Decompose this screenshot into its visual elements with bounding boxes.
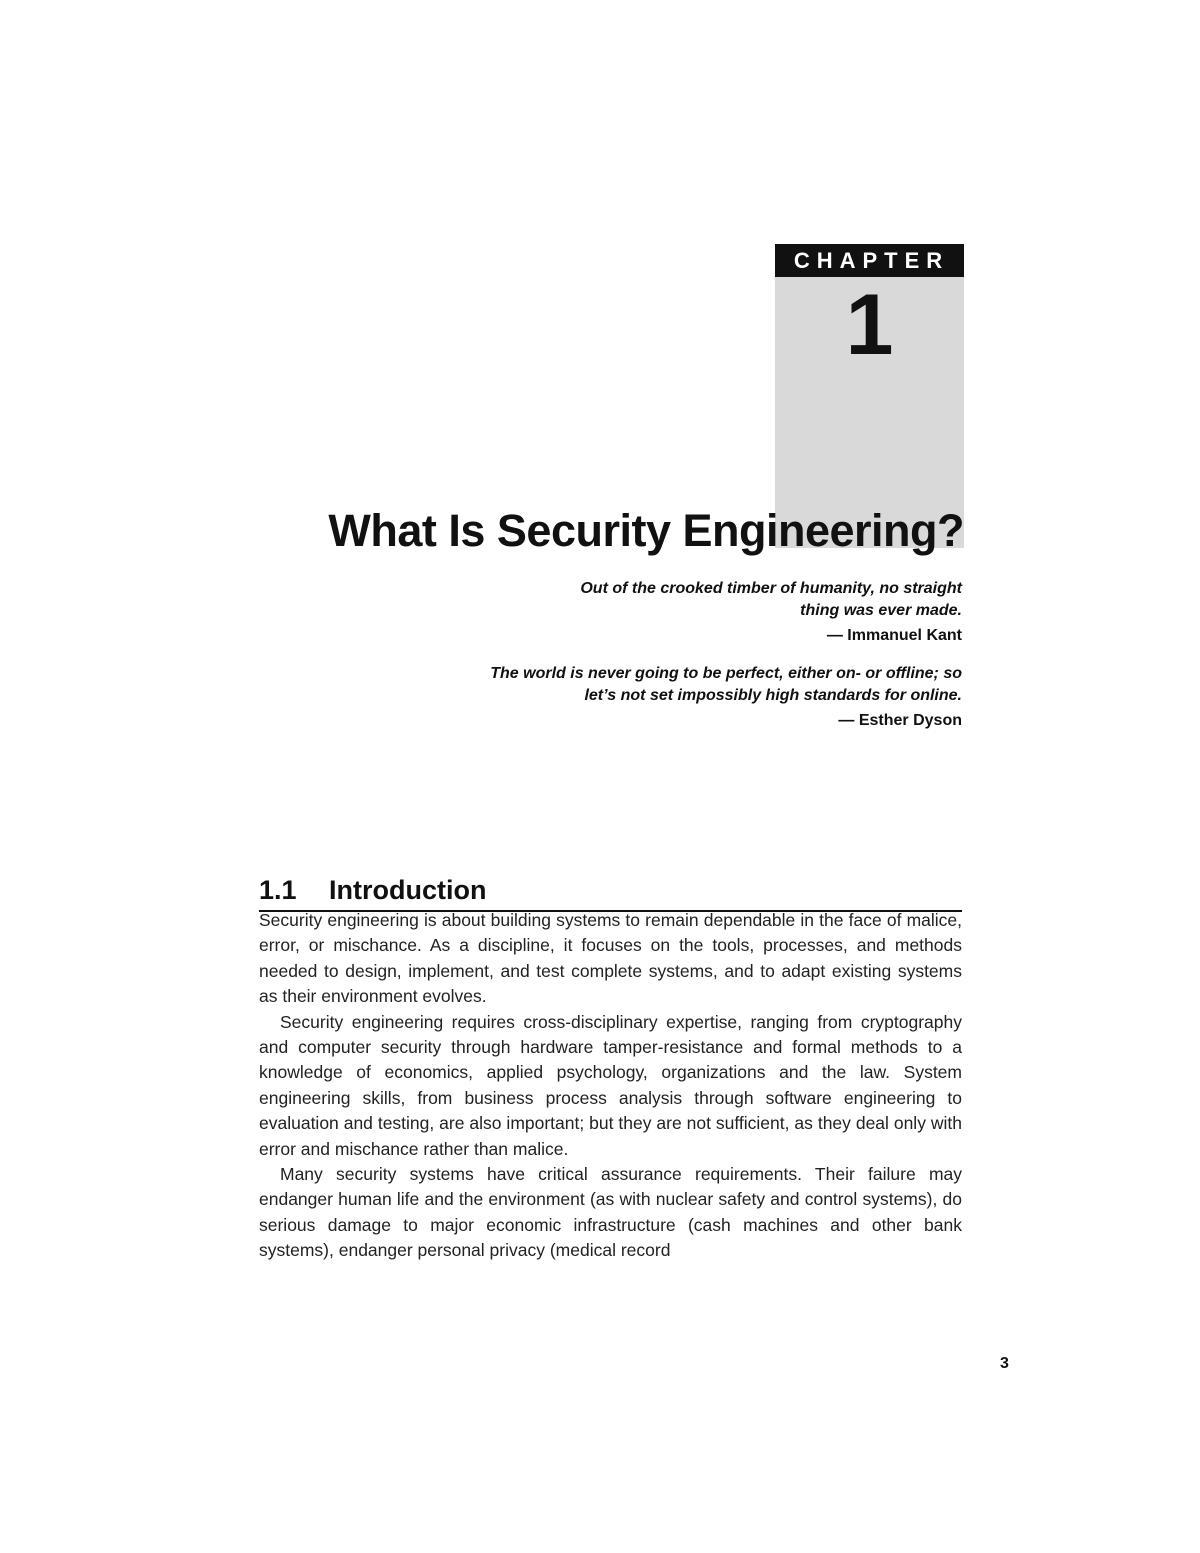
section-title: Introduction [329, 875, 487, 906]
chapter-label: CHAPTER [775, 244, 964, 277]
epigraph-quote-line: thing was ever made. [800, 602, 962, 619]
paragraph: Many security systems have critical assurance requirements. Their failure may endanger human life and the environment (as with nuclear safety and control systems), do serious damage to major economic infrastructure (cash machines and other bank systems), endanger personal privacy (medical record [259, 1164, 962, 1261]
epigraph-quote [402, 663, 962, 707]
paragraph: Security engineering is about building systems to remain dependable in the face of malice, error, or mischance. As a discipline, it focuses on the tools, processes, and methods needed to design, implement, and test complete systems, and to adapt existing systems as their environment evolves. [259, 910, 962, 1007]
epigraph-quote-line: let’s not set impossibly high standards for online. [584, 687, 962, 704]
body-text [259, 908, 962, 1264]
page-number: 3 [1000, 1355, 1009, 1372]
epigraph-attribution: — Immanuel Kant [826, 627, 962, 644]
epigraphs [402, 578, 962, 732]
epigraph-quote [402, 578, 962, 622]
epigraph-quote-line: The world is never going to be perfect, either on- or offline; so [490, 665, 962, 682]
epigraph-attribution: — Esther Dyson [838, 712, 962, 729]
section-heading [259, 870, 962, 912]
chapter-number: 1 [845, 277, 894, 373]
epigraph-quote-line: Out of the crooked timber of humanity, no straight [580, 580, 962, 597]
paragraph: Security engineering requires cross-disciplinary expertise, ranging from cryptography and computer security through hardware tamper-resistance and formal methods to a knowledge of economics, applied psychology, organizations and the law. System engineering skills, from business process analysis through software engineering to evaluation and testing, are also important; but they are not sufficient, as they deal only with error and mischance rather than malice. [259, 1011, 962, 1159]
section-number: 1.1 [259, 875, 297, 906]
epigraph-dyson [402, 663, 962, 732]
epigraph-kant [402, 578, 962, 647]
chapter-title: What Is Security Engineering? [328, 505, 964, 556]
